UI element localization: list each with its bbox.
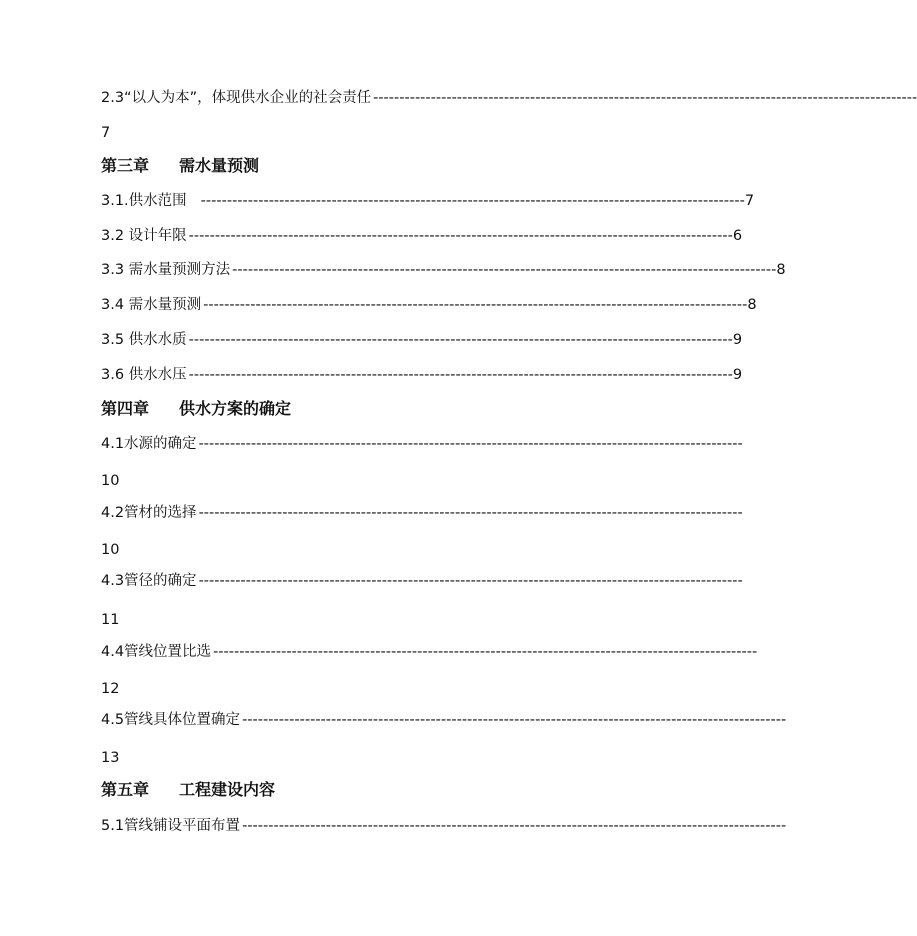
toc-entry-4-2 [101,501,743,525]
toc-leader: -------------------------------------------------------------------------------------------------------- [198,505,743,521]
toc-entry-4-4 [101,640,758,664]
toc-leader: -------------------------------------------------------------------------------------------------------- [200,193,745,209]
toc-entry-page-number: 10 [101,473,120,489]
toc-entry-page-number: 9 [732,332,743,348]
toc-entry-label: 4.5管线具体位置确定 [101,712,241,728]
toc-entry-label: 3.1.供水范围 [101,193,187,209]
toc-entry-label: 3.6 供水水压 [101,367,187,383]
chapter-number: 第三章 [101,156,150,175]
toc-leader: -------------------------------------------------------------------------------------------------------- [188,228,733,244]
toc-entry-label: 2.3“以人为本”，体现供水企业的社会责任 [101,90,372,106]
toc-entry-3-5 [101,328,743,352]
toc-leader: -------------------------------------------------------------------------------------------------------- [198,573,743,589]
toc-leader: -------------------------------------------------------------------------------------------------------- [373,90,917,106]
chapter-number: 第四章 [101,399,150,418]
toc-entry-4-5 [101,708,787,732]
toc-entry-label: 4.4管线位置比选 [101,644,212,660]
toc-entry-label: 5.1管线铺设平面布置 [101,818,241,834]
toc-entry-4-3 [101,569,743,593]
toc-leader: -------------------------------------------------------------------------------------------------------- [213,644,758,660]
toc-leader: -------------------------------------------------------------------------------------------------------- [242,818,787,834]
toc-leader: -------------------------------------------------------------------------------------------------------- [198,436,743,452]
toc-entry-label: 3.5 供水水质 [101,332,187,348]
toc-leader: -------------------------------------------------------------------------------------------------------- [188,332,733,348]
toc-entry-page-number: 13 [101,750,120,766]
toc-entry-3-3 [101,258,786,282]
toc-entry-page-number: 10 [101,542,120,558]
chapter-number: 第五章 [101,780,150,799]
toc-entry-3-1 [101,189,755,213]
toc-entry-4-1 [101,432,743,456]
toc-entry-page-number: 6 [732,228,743,244]
toc-entry-label: 4.3管径的确定 [101,573,197,589]
toc-entry-page-number: 12 [101,681,120,697]
toc-entry-2-3 [101,86,917,110]
toc-entry-page-number: 7 [101,125,111,141]
toc-entry-page-number: 7 [744,193,755,209]
toc-leader: -------------------------------------------------------------------------------------------------------- [203,297,748,313]
toc-entry-label: 3.2 设计年限 [101,228,187,244]
chapter-title: 需水量预测 [179,156,260,175]
toc-entry-5-1 [101,814,787,838]
toc-entry-label: 4.1水源的确定 [101,436,197,452]
chapter-heading-3 [101,154,259,178]
toc-entry-label: 3.4 需水量预测 [101,297,202,313]
toc-entry-3-4 [101,293,757,317]
toc-leader: -------------------------------------------------------------------------------------------------------- [242,712,787,728]
toc-entry-page-number: 11 [101,612,120,628]
toc-entry-label: 4.2管材的选择 [101,505,197,521]
toc-leader: -------------------------------------------------------------------------------------------------------- [232,262,777,278]
toc-entry-3-2 [101,224,743,248]
chapter-heading-5 [101,778,275,802]
chapter-heading-4 [101,397,291,421]
toc-entry-page-number: 8 [747,297,757,313]
toc-entry-page-number: 8 [776,262,786,278]
chapter-title: 工程建设内容 [179,780,276,799]
toc-entry-page-number: 9 [732,367,743,383]
toc-entry-label: 3.3 需水量预测方法 [101,262,231,278]
toc-entry-3-6 [101,363,743,387]
chapter-title: 供水方案的确定 [179,399,292,418]
toc-leader: -------------------------------------------------------------------------------------------------------- [188,367,733,383]
